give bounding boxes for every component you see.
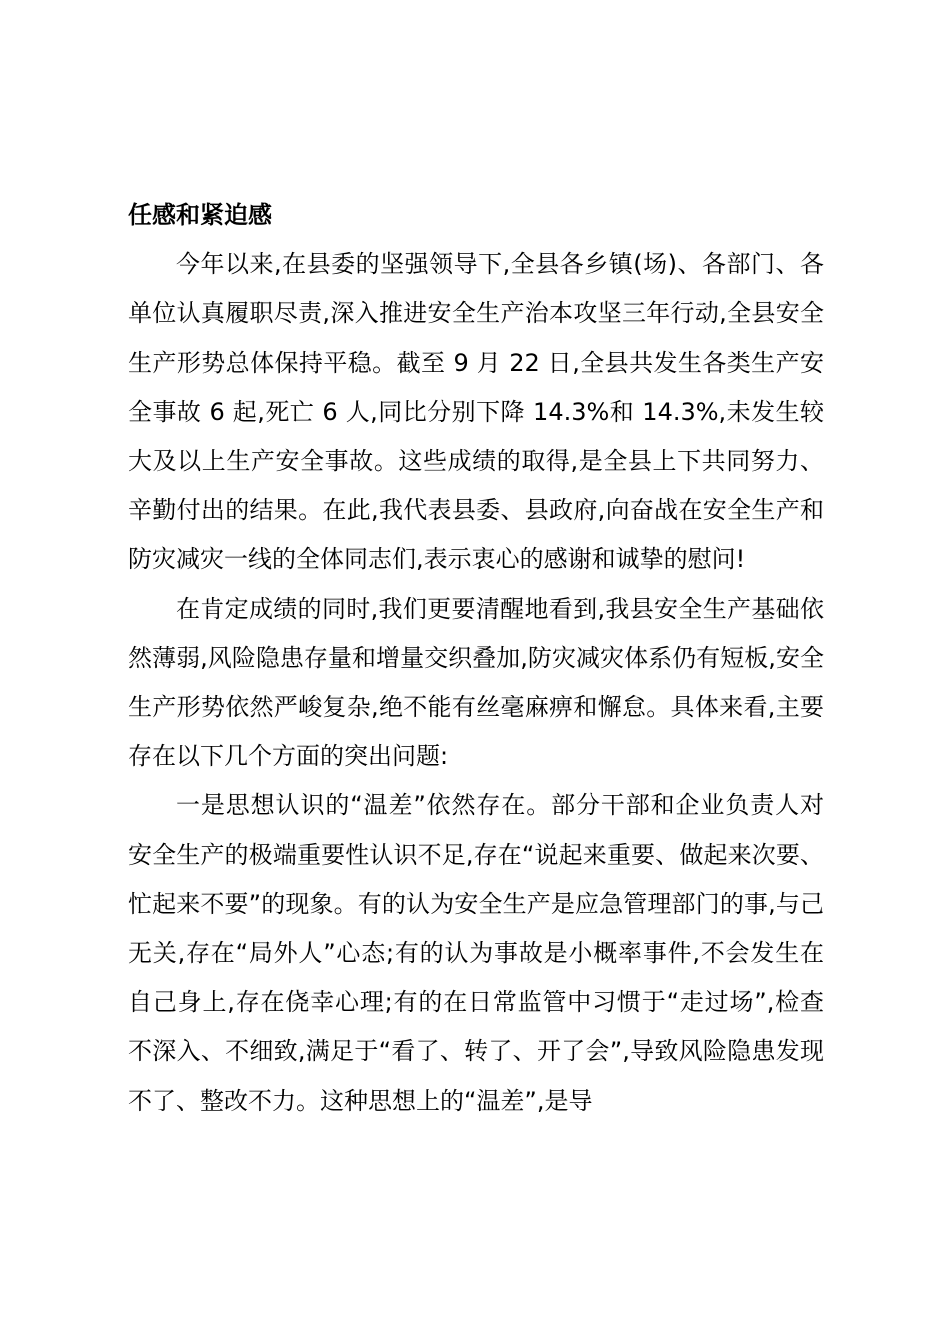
paragraph-ideological-gap: 一是思想认识的“温差”依然存在。部分干部和企业负责人对安全生产的极端重要性认识不足,存在“说起来重要、做起来次要、忙起来不要”的现象。有的认为安全生产是应急管理部门的事,与己无关,存在“局外人”心态;有的认为事故是小概率事件,不会发生在自己身上,存在侥幸心理;有的在日常监管中习惯于“走过场”,检查不深入、不细致,满足于“看了、转了、开了会”,导致风险隐患发现不了、整改不力。这种思想上的“温差”,是导 <box>128 791 824 1115</box>
paragraph-achievements: 今年以来,在县委的坚强领导下,全县各乡镇(场)、各部门、各单位认真履职尽责,深入推进安全生产治本攻坚三年行动,全县安全生产形势总体保持平稳。截至 9 月 22 日,全县共发生各类生产安全事故 6 起,死亡 6 人,同比分别下降 14.3%和 14.3%,未发生较大及以上生产安全事故。这些成绩的取得,是全县上下共同努力、辛勤付出的结果。在此,我代表县委、县政府,向奋战在安全生产和防灾减灾一线的全体同志们,表示衷心的感谢和诚挚的慰问! <box>128 250 824 574</box>
paragraph-problems-intro: 在肯定成绩的同时,我们更要清醒地看到,我县安全生产基础依然薄弱,风险隐患存量和增量交织叠加,防灾减灾体系仍有短板,安全生产形势依然严峻复杂,绝不能有丝毫麻痹和懈怠。具体来看,主要存在以下几个方面的突出问题: <box>128 594 824 771</box>
document-body <box>128 191 824 1126</box>
section-heading: 任感和紧迫感 <box>128 201 272 229</box>
